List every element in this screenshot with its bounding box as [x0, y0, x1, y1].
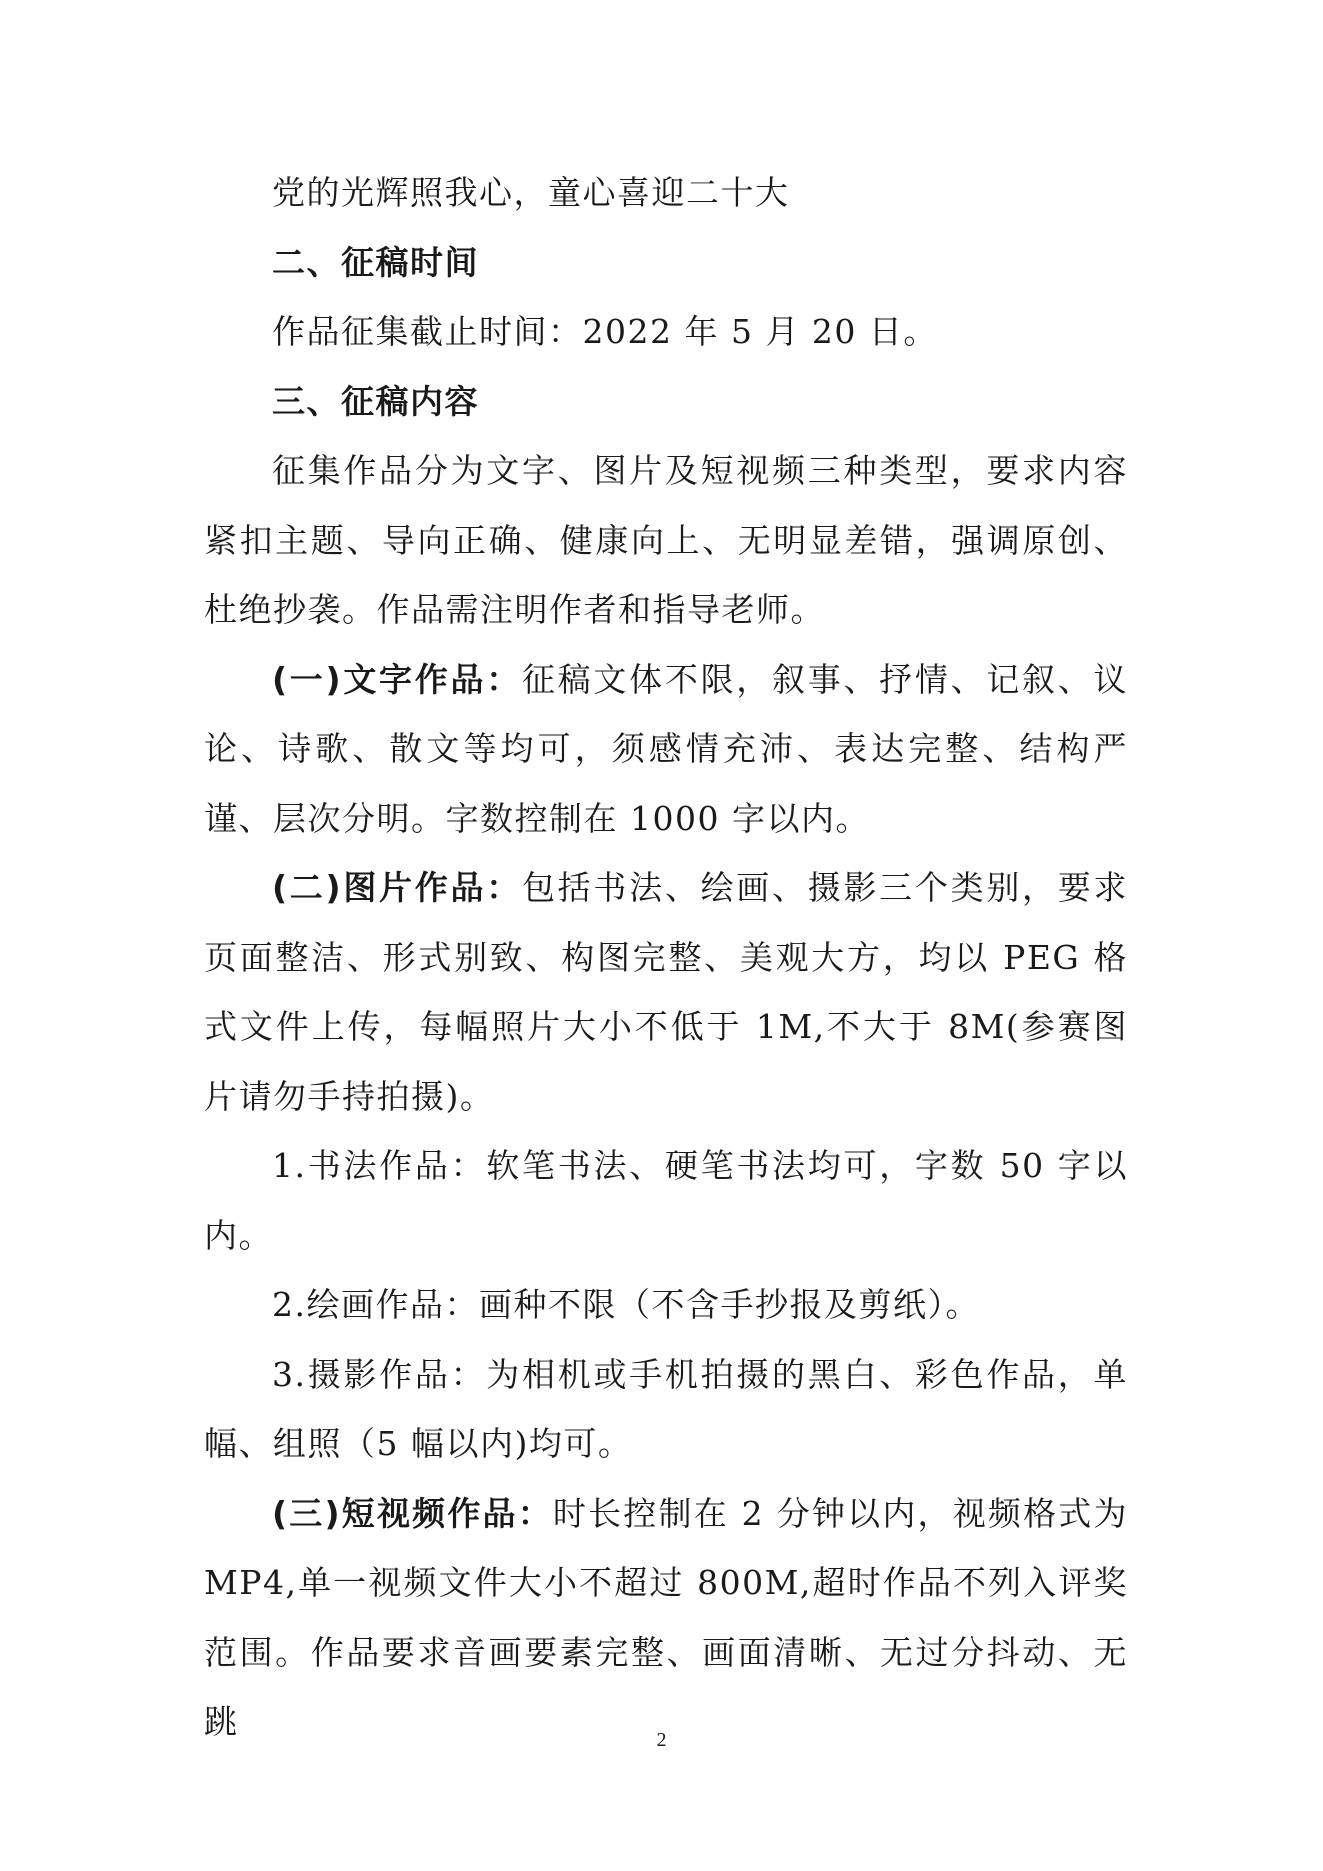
video-works-paragraph [204, 1479, 1128, 1757]
image-works-body: 包括书法、绘画、摄影三个类别，要求页面整洁、形式别致、构图完整、美观大方，均以 PEG 格式文件上传，每幅照片大小不低于 1M,不大于 8M(参赛图片请勿手持拍摄)。 [204, 868, 1129, 1116]
page-number: 2 [656, 1729, 667, 1751]
photography-item: 3.摄影作品：为相机或手机拍摄的黑白、彩色作品，单幅、组照（5 幅以内)均可。 [204, 1354, 1128, 1463]
section-heading-time: 二、征稿时间 [272, 242, 479, 282]
deadline-text: 作品征集截止时间：2022 年 5 月 20 日。 [272, 312, 938, 351]
document-body [204, 158, 1128, 1757]
text-works-body: 征稿文体不限，叙事、抒情、记叙、议论、诗歌、散文等均可，须感情充沛、表达完整、结构严谨、层次分明。字数控制在 1000 字以内。 [204, 659, 1129, 838]
video-works-lead: (三)短视频作品： [272, 1493, 553, 1533]
theme-line: 党的光辉照我心，童心喜迎二十大 [272, 173, 790, 212]
text-works-paragraph [204, 645, 1128, 854]
image-works-lead: (二)图片作品： [272, 868, 522, 907]
calligraphy-item: 1.书法作品：软笔书法、硬笔书法均可，字数 50 字以内。 [204, 1146, 1128, 1255]
content-intro: 征集作品分为文字、图片及短视频三种类型，要求内容紧扣主题、导向正确、健康向上、无明显差错，强调原创、杜绝抄袭。作品需注明作者和指导老师。 [204, 451, 1128, 629]
image-works-paragraph [204, 853, 1128, 1131]
painting-item: 2.绘画作品：画种不限（不含手抄报及剪纸）。 [272, 1285, 980, 1324]
section-heading-content: 三、征稿内容 [272, 381, 479, 421]
text-works-lead: (一)文字作品： [272, 659, 522, 699]
video-works-body: 时长控制在 2 分钟以内，视频格式为 MP4,单一视频文件大小不超过 800M,超时作品不列入评奖范围。作品要求音画要素完整、画面清晰、无过分抖动、无跳 [204, 1493, 1128, 1741]
